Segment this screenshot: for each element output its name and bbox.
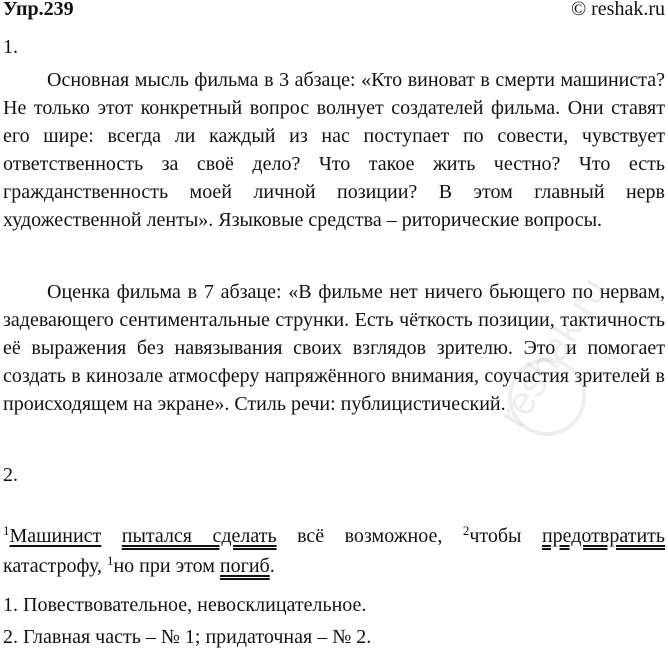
sentence-text-3: катастрофу,	[3, 554, 107, 577]
answer-item-2: 2. Главная часть – № 1; придаточная – № 2.	[3, 626, 372, 648]
answer-item-1: 1. Повествовательное, невосклицательное.	[3, 594, 367, 616]
sentence-text-4: но при этом	[113, 554, 220, 577]
sentence-line-2	[3, 552, 275, 577]
exercise-title: Упр.239	[3, 0, 74, 20]
sentence-text-5: .	[269, 554, 275, 577]
predicate-died: погиб	[219, 554, 270, 577]
clause-number-3: 1	[106, 552, 114, 568]
sentence-text-2: чтобы	[469, 525, 542, 547]
sentence-line-1	[3, 522, 665, 552]
predicate-prevent: предотвратить	[541, 525, 666, 547]
predicate-tried-to-do: пытался сделать	[121, 525, 277, 547]
sentence-text-1: всё возможное,	[276, 525, 463, 547]
section-2-number: 2.	[3, 464, 18, 486]
paragraph-film-evaluation: Оценка фильма в 7 абзаце: «В фильме нет ничего бьющего по нервам, задевающего сентиментальные струнки. Есть чёткость позиции, тактичность её выражения без навязывания своих взглядов зрителю. Это и помогает создать в кинозале атмосферу напряжённого внимания, соучастия зрителей в происходящем на экране». Стиль речи: публицистический.	[3, 281, 665, 415]
watermark-text: reshak.ru	[490, 269, 616, 435]
clause-number-1: 1	[3, 523, 10, 538]
copyright-label: © reshak.ru	[570, 0, 665, 20]
clause-number-2: 2	[462, 523, 470, 538]
section-1-number: 1.	[3, 36, 18, 58]
analyzed-sentence	[3, 522, 665, 581]
paragraph-main-idea: Основная мысль фильма в 3 абзаце: «Кто виноват в смерти машиниста? Не только этот конкретный вопрос волнует создателей фильма. Они ставят его шире: всегда ли каждый из нас поступает по совести, чувствует ответственность за своё дело? Что такое жить честно? Что есть гражданственность моей личной позиции? В этом главный нерв художественной ленты». Языковые средства – риторические вопросы.	[3, 69, 665, 231]
subject-machinist: Машинист	[9, 525, 102, 547]
